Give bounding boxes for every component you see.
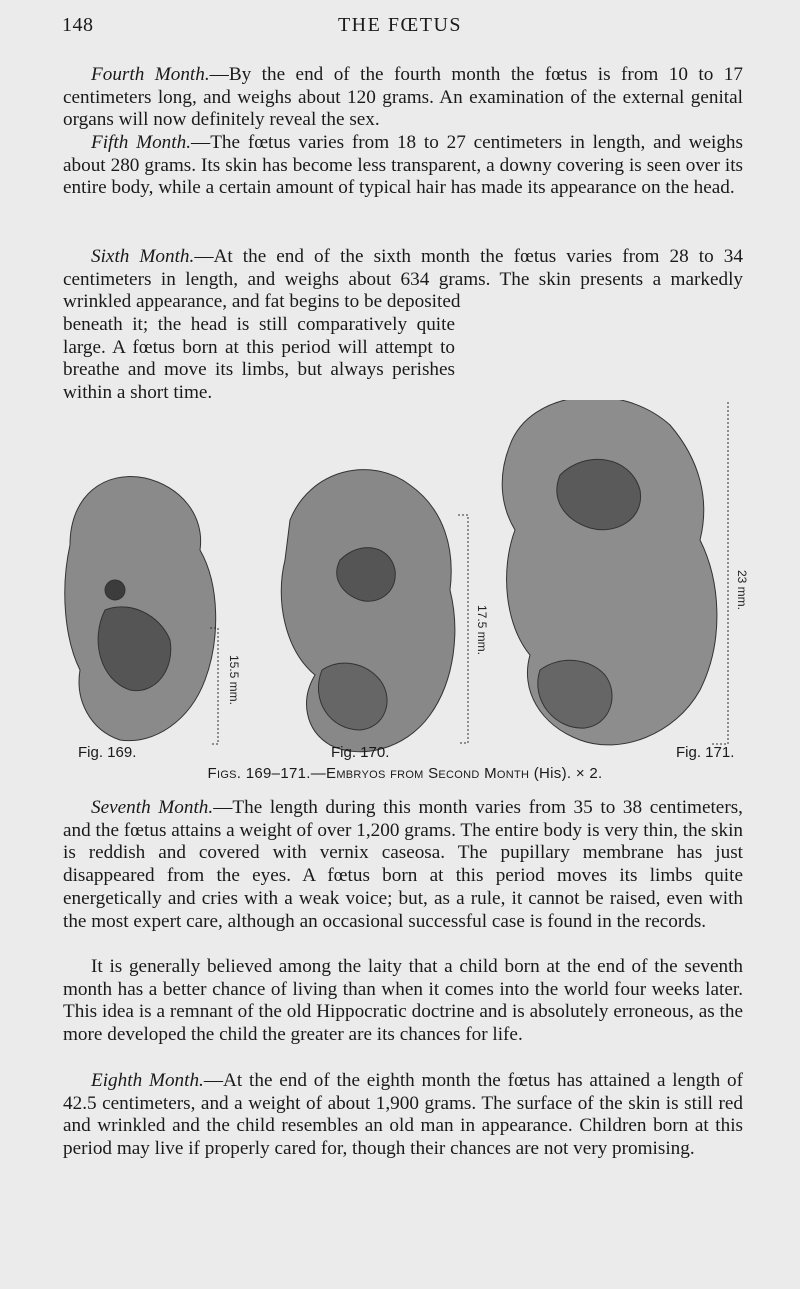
embryo-fig-169 [65, 477, 216, 741]
run-in-heading: Fifth Month. [91, 132, 191, 153]
caption-prefix: Figs. 169–171.— [207, 765, 327, 782]
run-in-heading: Eighth Month. [91, 1070, 204, 1091]
paragraph-fifth-month [63, 132, 743, 200]
figure-caption [60, 765, 750, 782]
paragraph-text: —The fœtus varies from 18 to 27 centimeters in length, and weighs about 280 grams. Its skin has become less transparent, a downy covering is seen over its entire body, while a certain amount of typical hair has made its appearance on the head. [63, 132, 743, 199]
paragraph-text: —At the end of the eighth month the fœtus has attained a length of 42.5 centimeters, and a weight of about 1,900 grams. The surface of the skin is still red and wrinkled and the child resembles an old man in appearance. Children born at this period may live if properly cared for, though their chances are not very promising. [63, 1070, 743, 1160]
scale-label-170: 17.5 mm. [475, 604, 489, 656]
paragraph-text: —At the end of the sixth month the fœtus varies from 28 to 34 centimeters in length, and weighs about 634 grams. The skin presents a markedly wrinkled appearance, and fat begins to be deposited [63, 246, 743, 313]
scale-bar-171 [710, 400, 728, 744]
caption-main: Embryos from Second Month [326, 765, 530, 782]
paragraph-text: —By the end of the fourth month the fœtus is from 10 to 17 centimeters long, and weighs about 120 grams. An examination of the external genital organs will now definitely reveal the sex. [63, 64, 743, 131]
run-in-heading: Fourth Month. [91, 64, 210, 85]
paragraph-text: beneath it; the head is still comparatively quite large. A fœtus born at this period will attempt to breathe and move its limbs, but always perishes within a short time. [63, 314, 455, 404]
scale-bar-170 [458, 515, 468, 743]
embryo-fig-170 [281, 470, 455, 752]
run-in-heading: Seventh Month. [91, 797, 214, 818]
paragraph-seventh-month [63, 797, 743, 933]
caption-suffix: (His). × 2. [529, 765, 603, 782]
paragraph-laity-belief [63, 956, 743, 1047]
paragraph-eighth-month [63, 1070, 743, 1161]
embryo-fig-171 [502, 400, 717, 745]
paragraph-sixth-month [63, 246, 743, 314]
paragraph-text: —The length during this month varies from 35 to 38 centimeters, and the fœtus attains a weight of over 1,200 grams. The entire body is very thin, the skin is reddish and covered with vernix caseosa. The pupillary membrane has just disappeared from the eyes. A fœtus born at this period moves its limbs quite energetically and cries with a weak voice; but, as a rule, it cannot be raised, even with the most expert care, although an occasional successful case is found in the records. [63, 797, 743, 932]
embryo-figures [60, 400, 750, 770]
paragraph-fourth-month [63, 64, 743, 132]
paragraph-text: It is generally believed among the laity that a child born at the end of the seventh month has a better chance of living than when it comes into the world four weeks later. This idea is a remnant of the old Hippocratic doctrine and is absolutely erroneous, as the more developed the child the greater are its chances for life. [63, 956, 743, 1046]
run-in-heading: Sixth Month. [91, 246, 195, 267]
figure-labels [60, 744, 750, 764]
fig-169-label: Fig. 169. [78, 744, 137, 761]
scale-label-169: 15.5 mm. [227, 654, 241, 706]
fig-171-label: Fig. 171. [676, 744, 735, 761]
paragraph-sixth-month-cont [63, 314, 455, 405]
fig-170-label: Fig. 170. [331, 744, 390, 761]
running-head: THE FŒTUS [337, 14, 463, 36]
page-header [62, 14, 738, 42]
scale-label-171: 23 mm. [735, 569, 749, 611]
page-number: 148 [62, 14, 94, 36]
